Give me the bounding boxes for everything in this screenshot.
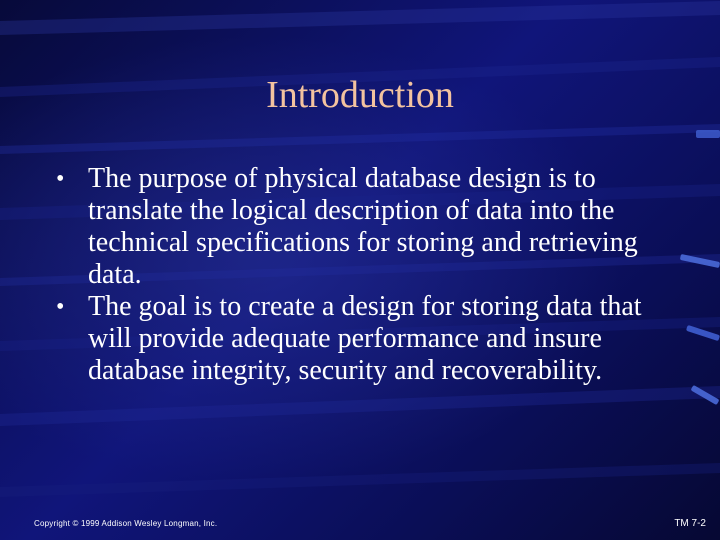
bullet-list [56,163,676,387]
bullet-text: The purpose of physical database design is to translate the logical description of data into the technical specifications for storing and retrieving data. [88,163,638,290]
bullet-marker: • [56,166,65,192]
slide-number: TM 7-2 [674,518,706,529]
bullet-item [56,291,676,387]
bullet-item [56,163,676,291]
bullet-text: The goal is to create a design for storing data that will provide adequate performance and insure database integrity, security and recoverability. [88,291,642,386]
copyright-footer: Copyright © 1999 Addison Wesley Longman, Inc. [34,519,218,528]
slide-title: Introduction [266,74,454,116]
bullet-marker: • [56,294,65,320]
